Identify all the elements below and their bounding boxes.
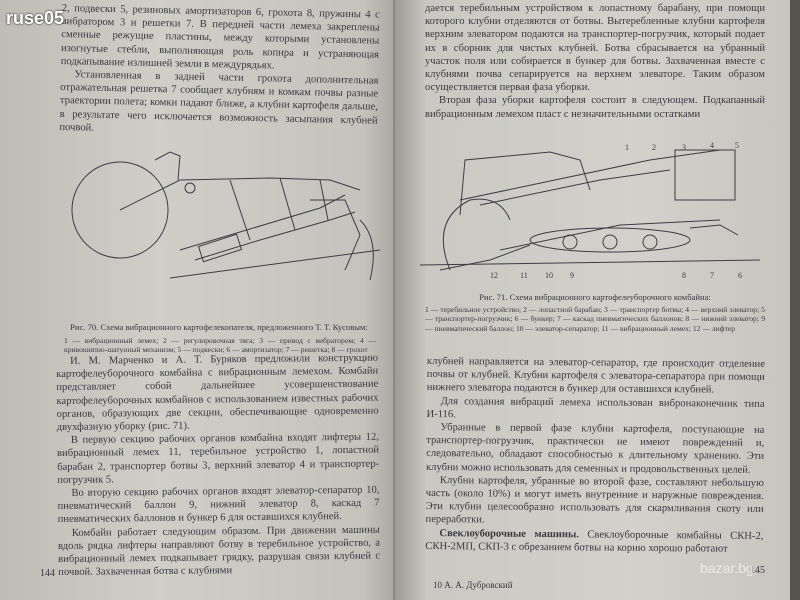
right-top-text: [425, 2, 765, 121]
figure-71-legend: 1 — теребильное устройство; 2 — лопастной барабан; 3 — транспортер ботвы; 4 — верхний элеватор; 5 — транспортер-погрузчик; 6 — бункер; 7 — каскад пневматических баллонов; 8 — нижний элеватор; 9 — пневматический баллон; 10 — элеватор-сепаратор; 11 — вибрационный лемех; 12 — лифтер: [425, 305, 765, 333]
rear-curve: [360, 220, 373, 280]
section-text: Свеклоуборочные комбайны СКН-2, СКН-2МП, СКП-3 с обрезанием ботвы на корню хорошо работают: [425, 529, 764, 555]
right-body-paragraph-1: клубней направляется на элеватор-сепаратор, где происходит отделение почвы от клубней. Клубни картофеля с элеватора-сепаратора при помощи нижнего элеватора подаются в бункер для оставшихся клубней.: [426, 355, 765, 396]
label-9: 9: [570, 271, 574, 280]
left-body-paragraph-4: Комбайн работает следующим образом. При движении машины вдоль рядка лифтеры направляют ботву в теребильное устройство, а вибрационный лемех подкапывает грядку, разрушая связи клубней с почвой. Захваченная ботва с клубнями: [57, 524, 381, 579]
brand-watermark: ruse05: [6, 8, 65, 28]
vibrating-share: [490, 245, 530, 260]
label-1: 1: [625, 143, 629, 152]
left-top-paragraph-2: Установленная в задней части грохота дополнительная отражательная решетка 7 сообщает клубням и комкам почвы разные траектории полета; комки падают ближе, а клубни картофеля дальше, в результате чего исключается возможность засыпания клубней почвой.: [59, 69, 379, 134]
label-4: 4: [710, 141, 714, 150]
left-page: [0, 0, 395, 600]
left-body-paragraph-1: И. М. Марченко и А. Т. Буряков предложили конструкцию картофелеуборочного комбайна с вибрационным лемехом. Комбайн представляет собой дальнейшее усовершенствование картофелеуборочных комбайнов с использованием известных рабочих органов, образующих две секции, обеспечивающие одновременно двухфазную уборку (рис. 71).: [56, 352, 379, 434]
label-7: 7: [710, 271, 714, 280]
figure-70-legend: 1 — вибрационный лемех; 2 — регулировочная тяга; 3 — привод с вибратором; 4 — кривошипно-шатунный механизм; 5 — подвески; 6 — амортизатор; 7 — решетка; 8 — грохот: [64, 336, 376, 355]
right-top-paragraph-2: Вторая фаза уборки картофеля состоит в следующем. Подкапанный вибрационным лемехом пласт с незначительными остатками: [425, 95, 765, 120]
right-signature: 10 А. А. Дубровский: [433, 580, 513, 590]
site-watermark: bazar.bg: [700, 560, 754, 576]
left-page-number: 144: [40, 568, 55, 579]
top-elevator: [480, 170, 670, 205]
book-edge: [790, 0, 800, 600]
left-body-paragraph-2: В первую секцию рабочих органов комбайна входят лифтеры 12, вибрационный лемех 11, теребильное устройство 1, лопастной барабан 2, транспортер ботвы 3, верхний элеватор 4 и транспортер-погрузчик 5.: [56, 431, 380, 486]
label-5: 5: [735, 141, 739, 150]
right-body-text: [425, 355, 765, 556]
label-10: 10: [545, 271, 553, 280]
right-body-paragraph-3: Убранные в первой фазе клубни картофеля, поступающие на транспортер-погрузчик, практически не имеют повреждений и, следовательно, обладают способностью к длительному хранению. Эти клубни можно использовать для семенных и продовольственных целей.: [425, 422, 765, 476]
vibrator: [185, 183, 195, 193]
track-wheel-2: [603, 235, 617, 249]
label-2: 2: [652, 143, 656, 152]
figure-71-number-labels: [490, 141, 742, 280]
left-top-paragraph-1: 2, подвески 5, резиновых амортизаторов 6, грохота 8, пружины 4 с вибратором 3 и решетки 7. В передней части лемеха закреплены сменные режущие пластины, между которыми установлены изогнутые стебли, выполняющая роль копира и устраняющая подкапывание излишней земли в междурядьях.: [60, 2, 380, 72]
right-top-paragraph-1: дается теребильным устройством к лопастному барабану, при помощи которого клубни отделяются от ботвы. Вытеребленные клубни картофеля верхним элеватором подаются на транспортер-погрузчик, который подает их в сборник для чистых клубней. Ботва сбрасывается на убранный участок поля или собирается в бункер для ботвы. Захваченная вместе с клубнями почва сепарируется на верхнем элеваторе. Таким образом осуществляется первая фаза уборки.: [425, 3, 765, 94]
figure-71-caption: Рис. 71. Схема вибрационного картофелеуборочного комбайна:: [479, 292, 711, 302]
front-wheel: [443, 199, 510, 270]
figure-71-diagram: [420, 140, 760, 285]
right-body-paragraph-4: Клубни картофеля, убранные во второй фазе, составляют небольшую часть (около 10%) и могут иметь внутренние и наружные повреждения. Эти клубни целесообразно использовать для скармливания скоту или переработки.: [425, 474, 764, 526]
label-8-visible: 8: [682, 271, 686, 280]
rear-grid: [310, 200, 360, 270]
adjusting-rod: [155, 152, 180, 180]
track-chain: [530, 228, 690, 252]
label-12: 12: [490, 271, 498, 280]
label-6: 6: [738, 271, 742, 280]
left-body-paragraph-3: Во вторую секцию рабочих органов входят элеватор-сепаратор 10, пневматический баллон 9, нижний элеватор 8, каскад 7 пневматических баллонов и бункер 6 для оставшихся клубней.: [57, 484, 380, 526]
pneumatic-cascade: [690, 225, 738, 235]
right-page: [395, 0, 790, 600]
label-11: 11: [520, 271, 528, 280]
right-section-paragraph: [425, 527, 763, 556]
track-wheel-3: [643, 235, 657, 249]
bunker: [675, 150, 735, 200]
track-wheel-1: [563, 235, 577, 249]
right-body-paragraph-2: Для создания вибраций лемеха использован вибронаконечник типа И-116.: [426, 395, 765, 421]
right-page-number: 145: [750, 565, 765, 576]
figure-70-caption: Рис. 70. Схема вибрационного картофелекопателя, предложенного Т. Т. Кусовым:: [70, 322, 368, 332]
left-top-text: [59, 2, 380, 141]
boom: [460, 150, 720, 200]
tractor-cab: [460, 152, 590, 215]
frame-arm: [120, 178, 360, 210]
label-3: 3: [682, 143, 686, 152]
left-body-text: [56, 352, 380, 580]
figure-70-diagram: [60, 140, 390, 310]
sieve: [195, 212, 355, 260]
section-heading: Свеклоуборочные машины.: [439, 527, 580, 540]
